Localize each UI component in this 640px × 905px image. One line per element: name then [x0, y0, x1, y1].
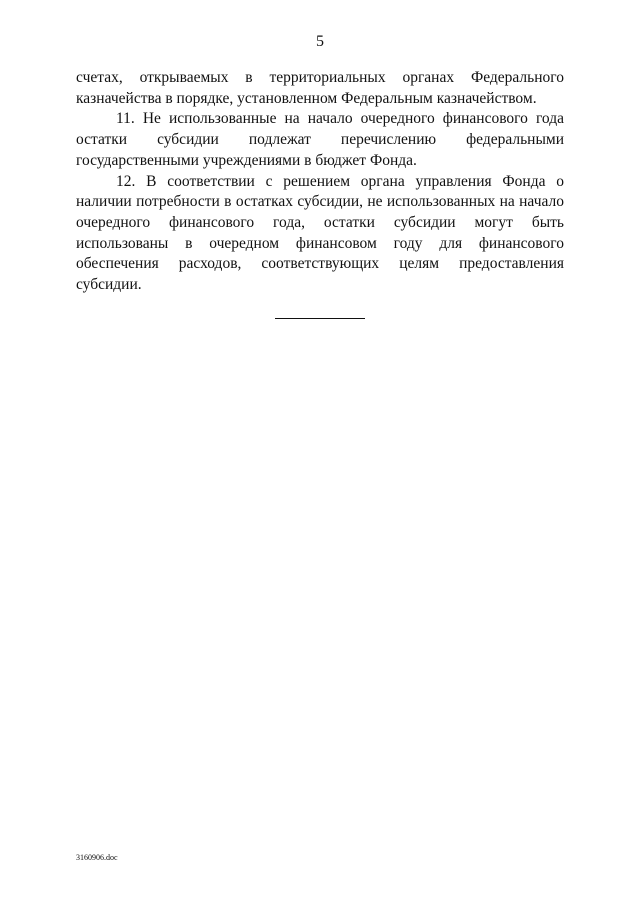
page-number: 5: [316, 33, 324, 50]
paragraph-continuation: счетах, открываемых в территориальных органах Федерального казначейства в порядке, установленном Федеральным казначейством.: [76, 69, 564, 107]
document-body: [76, 68, 564, 296]
paragraph-item-11: 11. Не использованные на начало очередного финансового года остатки субсидии подлежат перечислению федеральными государственными учреждениями в бюджет Фонда.: [76, 110, 564, 169]
paragraph-item-12: 12. В соответствии с решением органа управления Фонда о наличии потребности в остатках субсидии, не использованных на начало очередного финансового года, остатки субсидии могут быть использованы в очередном финансовом году для финансового обеспечения расходов, соответствующих целям предоставления субсидии.: [76, 172, 564, 294]
end-separator-line: [275, 318, 365, 319]
document-file-id: 3160906.doc: [76, 853, 118, 862]
